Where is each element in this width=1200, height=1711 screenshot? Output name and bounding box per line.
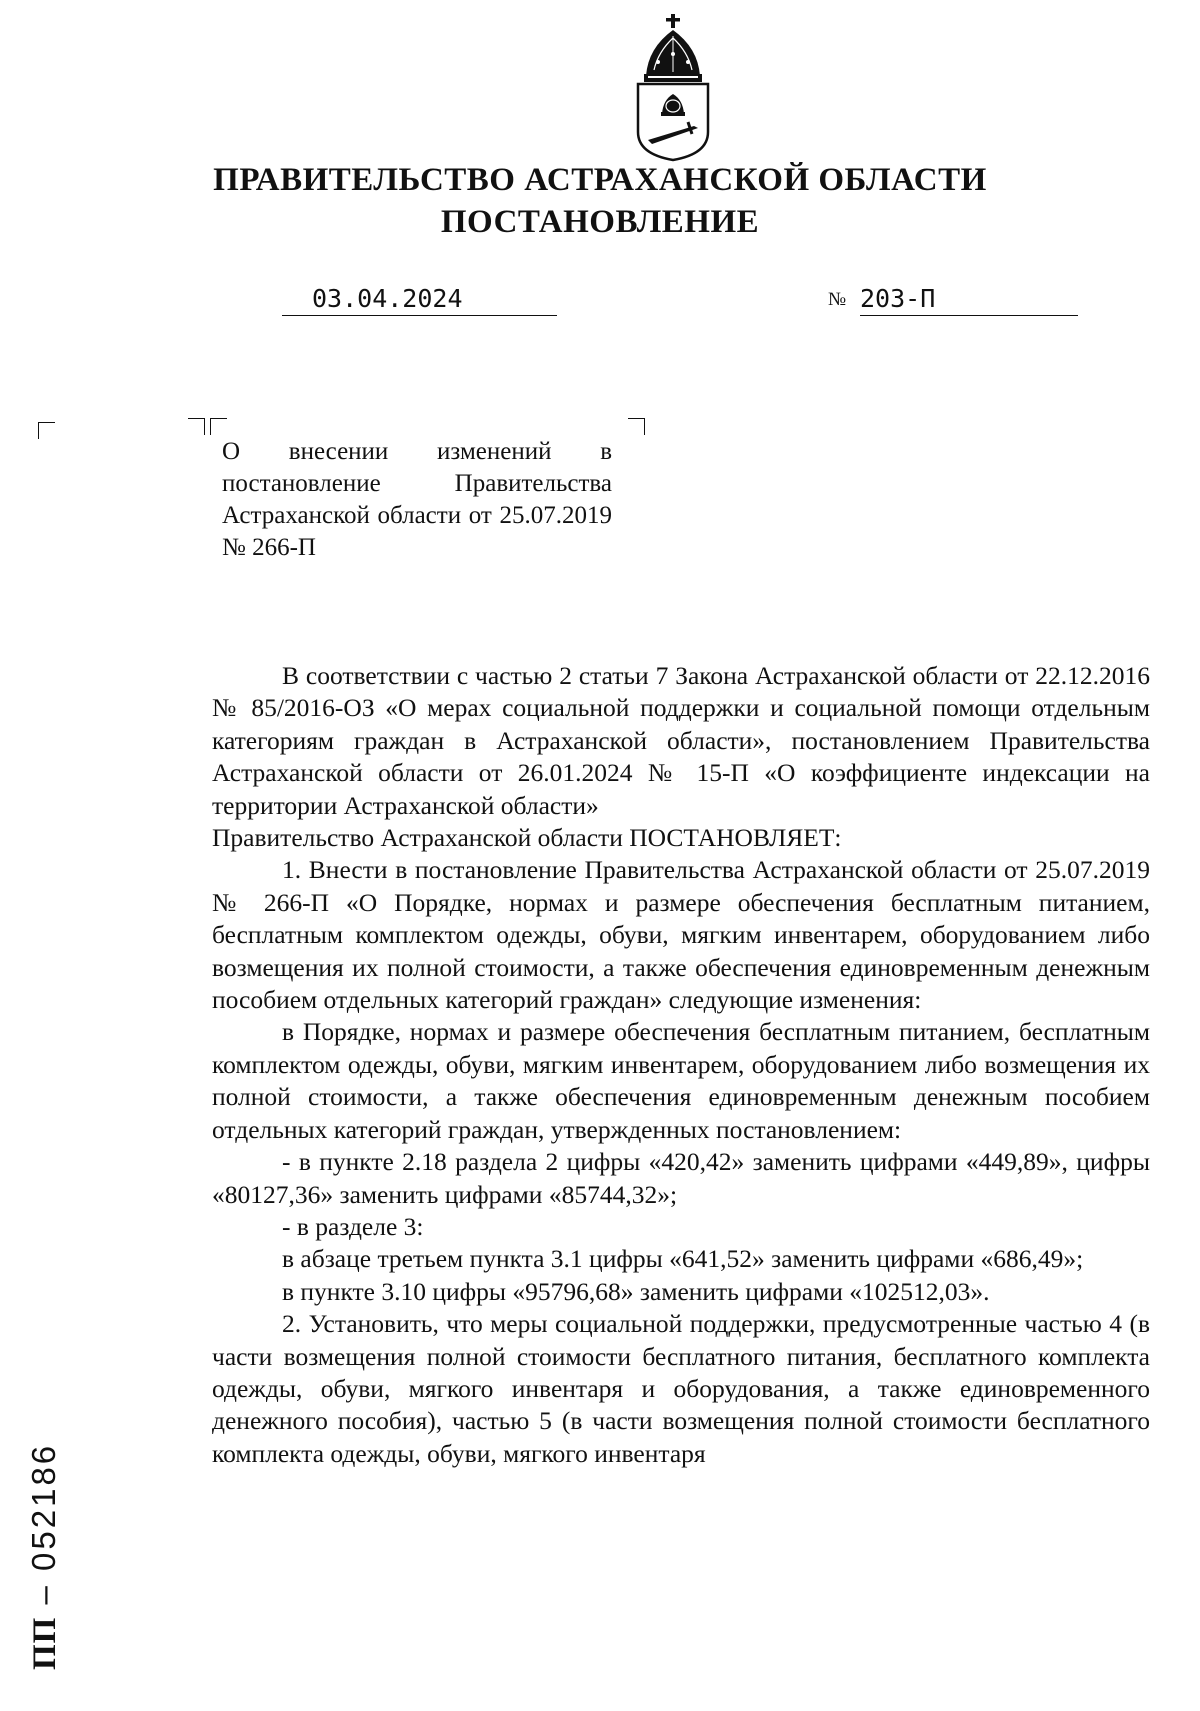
form-serial: 052186 bbox=[25, 1442, 62, 1571]
document-body bbox=[212, 660, 1150, 1470]
left-margin-corner-mark bbox=[38, 422, 55, 439]
body-paragraph: в Порядке, нормах и размере обеспечения бесплатным питанием, бесплатным комплектом одежды, обуви, мягким инвентарем, оборудованием либо возмещения их полной стоимости, а также обеспечения единовременным денежным пособием отдельных категорий граждан, утвержденных постановлением: bbox=[212, 1017, 1150, 1144]
subject-corner-mark-left-inner bbox=[210, 418, 227, 435]
subject-corner-mark-right bbox=[628, 418, 645, 435]
body-paragraph: - в пункте 2.18 раздела 2 цифры «420,42» заменить цифрами «449,89», цифры «80127,36» заменить цифрами «85744,32»; bbox=[212, 1147, 1150, 1209]
document-subject: О внесении изменений в постановление Правительства Астраханской области от 25.07.2019 № 266-П bbox=[222, 438, 612, 561]
body-paragraph: в абзаце третьем пункта 3.1 цифры «641,52» заменить цифрами «686,49»; bbox=[282, 1244, 1084, 1274]
document-date: 03.04.2024 bbox=[282, 283, 557, 316]
form-serial-number bbox=[22, 1370, 66, 1670]
body-paragraph: - в разделе 3: bbox=[282, 1211, 424, 1241]
document-number: 203-П bbox=[860, 283, 1078, 316]
body-paragraph: 2. Установить, что меры социальной поддержки, предусмотренные частью 4 (в части возмещения полной стоимости бесплатного питания, бесплатного комплекта одежды, обуви, мягкого инвентаря и оборудования, а также единовременного денежного пособия), частью 5 (в части возмещения полной стоимости бесплатного комплекта одежды, обуви, мягкого инвентаря bbox=[212, 1309, 1150, 1468]
coat-of-arms-icon bbox=[628, 14, 718, 164]
subject-corner-mark-left-outer bbox=[188, 418, 205, 435]
body-paragraph: в пункте 3.10 цифры «95796,68» заменить цифрами «102512,03». bbox=[282, 1276, 990, 1306]
number-sign: № bbox=[828, 289, 847, 310]
organization-title: ПРАВИТЕЛЬСТВО АСТРАХАНСКОЙ ОБЛАСТИ bbox=[213, 162, 987, 198]
body-paragraph: В соответствии с частью 2 статьи 7 Закона Астраханской области от 22.12.2016 № 85/2016-ОЗ «О мерах социальной поддержки и социальной помощи отдельным категориям граждан в Астраханской области», постановлением Правительства Астраханской области от 26.01.2024 № 15-П «О коэффициенте индексации на территории Астраханской области» bbox=[212, 661, 1150, 820]
document-type-title: ПОСТАНОВЛЕНИЕ bbox=[440, 204, 760, 240]
form-serial-separator: – bbox=[25, 1570, 62, 1617]
body-paragraph: Правительство Астраханской области ПОСТАНОВЛЯЕТ: bbox=[212, 823, 842, 853]
form-series: ПП bbox=[27, 1616, 63, 1670]
body-paragraph: 1. Внести в постановление Правительства Астраханской области от 25.07.2019 № 266-П «О Порядке, нормах и размере обеспечения бесплатным питанием, бесплатным комплектом одежды, обуви, мягким инвентарем, оборудованием либо возмещения их полной стоимости, а также обеспечения единовременным денежным пособием отдельных категорий граждан» следующие изменения: bbox=[212, 855, 1150, 1015]
